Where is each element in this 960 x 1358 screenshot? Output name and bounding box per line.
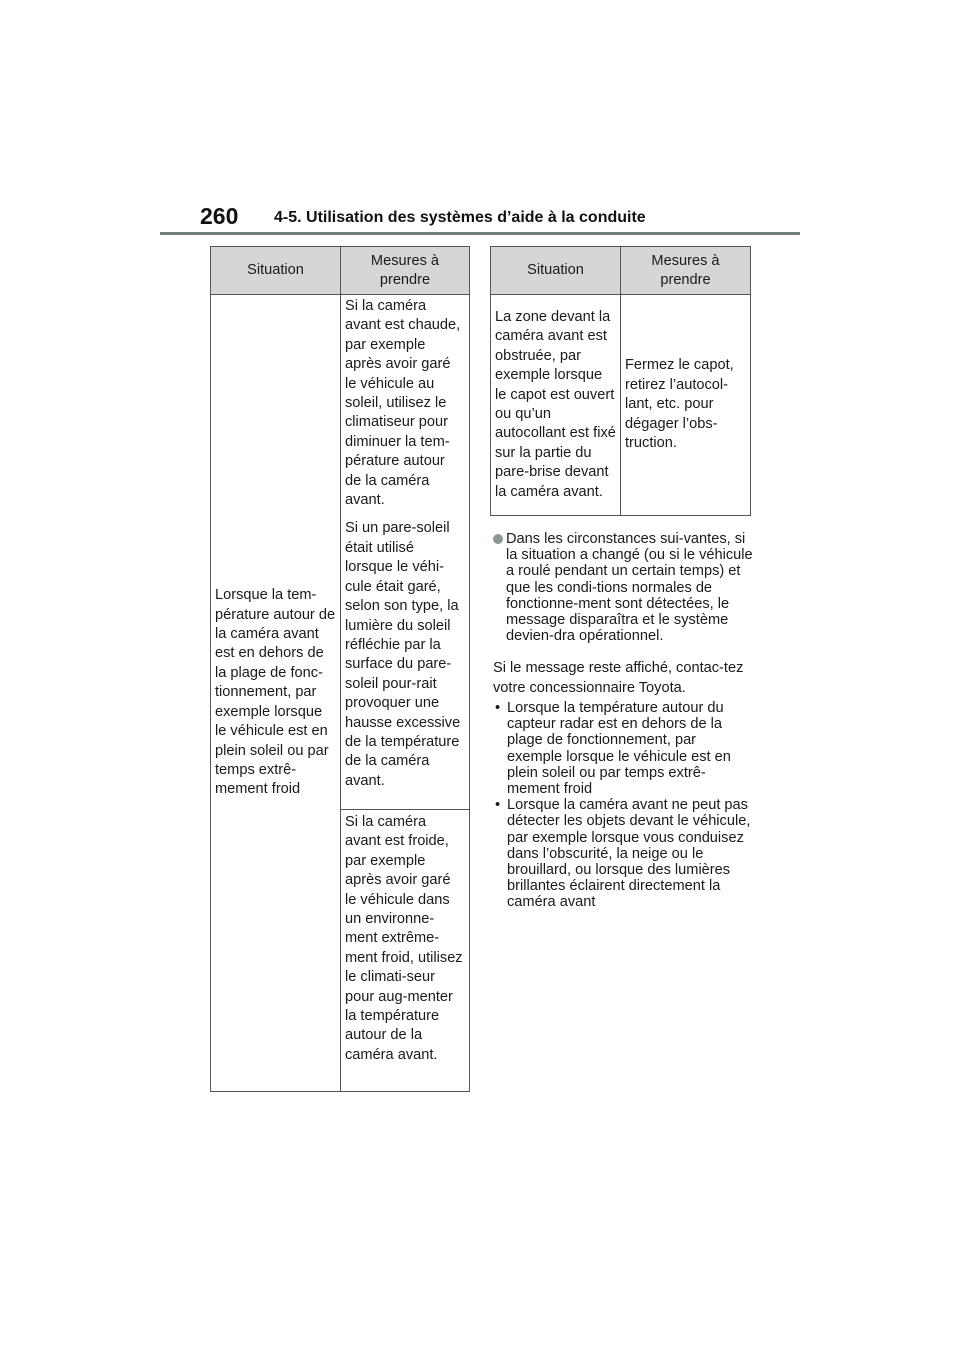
table-row [491,295,751,516]
mesure-cell [341,810,470,1092]
column-header-mesures: Mesures à prendre [621,247,751,295]
column-header-situation: Situation [211,247,341,295]
list-item [493,797,755,910]
bullet-note [493,531,755,644]
mesure-paragraph: Si la caméra avant est froide, par exemple après avoir garé le véhicule dans un environne-ment extrême-ment froid, utilisez le climati-seur pour aug-menter la température autour de la caméra avant. [345,814,463,1063]
page-number: 260 [200,203,239,229]
list-item-text: Lorsque la température autour du capteur radar est en dehors de la plage de fonctionnement, par exemple lorsque le véhicule est en plein soleil ou par temps extrê-mement froid [507,700,731,798]
list-item [493,700,755,797]
table-right [490,246,751,516]
header-rule [160,232,800,235]
contact-paragraph: Si le message reste affiché, contac-tez votre concessionnaire Toyota. [493,660,744,696]
bullet-text: Dans les circonstances sui-vantes, si la situation a changé (ou si le véhicule a roulé pendant un certain temps) et que les condi-tions normales de fonctionne-ment sont détectées, le message disparaîtra et le système devien-dra opérationnel. [506,531,753,645]
bullet-dot-icon [493,534,503,544]
column-header-mesures: Mesures à prendre [341,247,470,295]
condition-list [493,700,755,911]
mesure-paragraph: Si un pare-soleil était utilisé lorsque le véhi-cule était garé, selon son type, la lumière du soleil réfléchie par la surface du pare-soleil pour-rait provoquer une hausse excessive de la température de la caméra avant. [345,520,461,789]
table-header-row [491,247,751,295]
table-left [210,246,470,1092]
column-header-situation: Situation [491,247,621,295]
table-header-row [211,247,470,295]
mesure-cell [341,295,470,810]
situation-cell: La zone devant la caméra avant est obstruée, par exemple lorsque le capot est ouvert ou qu’un autocollant est fixé sur la partie du pare-brise devant la caméra avant. [491,295,621,516]
situation-cell: Lorsque la tem-pérature autour de la caméra avant est en dehors de la plage de fonc-tionnement, par exemple lorsque le véhicule est en plein soleil ou par temps extrê-mement froid [211,295,341,1092]
mesure-paragraph: Si la caméra avant est chaude, par exemple après avoir garé le véhicule au soleil, utilisez le climatiseur pour diminuer la tem-pérature autour de la caméra avant. [345,298,461,509]
list-bullet: • [495,700,501,716]
mesure-cell: Fermez le capot, retirez l’autocol-lant, etc. pour dégager l’obs-truction. [621,295,751,516]
section-title: 4-5. Utilisation des systèmes d’aide à la conduite [274,209,646,226]
list-item-text: Lorsque la caméra avant ne peut pas détecter les objets devant le véhicule, par exemple lorsque vous conduisez dans l’obscurité, la neige ou le brouillard, ou lorsque des lumières brillantes éclairent directement la caméra avant [507,797,751,911]
table-row [211,295,470,810]
list-bullet: • [495,797,501,814]
